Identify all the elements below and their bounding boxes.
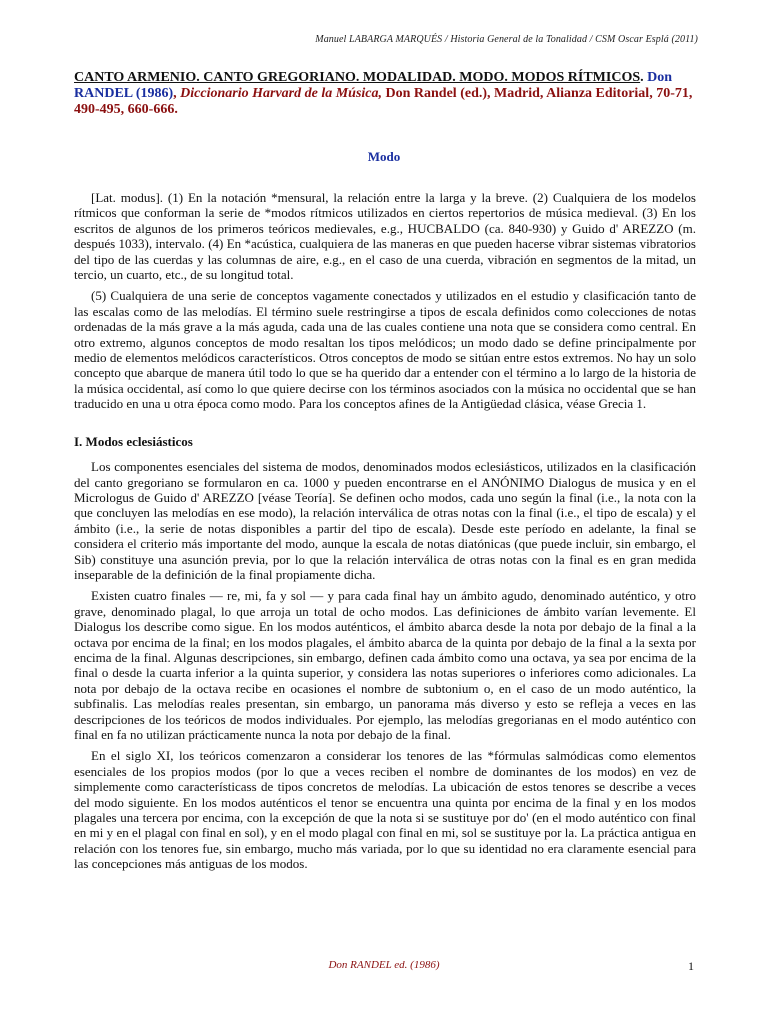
main-title-period: . (640, 70, 644, 85)
section-title: Modo (367, 149, 401, 164)
paragraph-3: Los componentes esenciales del sistema de modos, denominados modos eclesiásticos, utilizados en la clasificación del canto gregoriano se formularon en ca. 1000 y pueden encontrarse en el ANÓNIMO Dialogus de musica y en el Micrologus de Guido d' AREZZO [véase Teoría]. Se definen ocho modos, cada uno según la final (i.e., la nota con la que concluyen las melodías en ese modo), la relación interválica de otras notas con la final (i.e., el tipo de escala) y el ámbito (i.e., la serie de notas disponibles a partir del tipo de escala). Desde este período en adelante, la final se considera el criterio más importante del modo, aunque la escala de notas diatónicas (que puede incluir, sin embargo, el Sib) constituye una asunción previa, por lo que la relación interválica de otras notas con la final es en gran medida inseparable de la definición de la final propiamente dicha. (74, 459, 696, 582)
running-header: Manuel LABARGA MARQUÉS / Historia General de la Tonalidad / CSM Oscar Esplá (2011) (315, 34, 698, 45)
reference-separator: , (173, 86, 181, 101)
author-reference: Don RANDEL (1986) (74, 70, 673, 101)
subsection-title: I. Modos eclesiásticos (74, 433, 193, 449)
work-title: Diccionario Harvard de la Música, (180, 86, 383, 101)
paragraph-1: [Lat. modus]. (1) En la notación *mensural, la relación entre la larga y la breve. (2) Cualquiera de los modelos rítmicos que conforman la serie de *modos rítmicos utilizados en ciertos repertorios de música medieval. (3) En los escritos de algunos de los primeros teóricos medievales, e.g., HUCBALDO (ca. 840-930) y Guido d' AREZZO (m. después 1033), intervalo. (4) En *acústica, cualquiera de las maneras en que pueden hacerse vibrar sistemas vibratorios del tipo de las cuerdas y las columnas de aire, e.g., en el caso de una cuerda, vibración en segmentos de la mitad, un tercio, un cuarto, etc., de su longitud total. (74, 190, 696, 283)
paragraph-4: Existen cuatro finales — re, mi, fa y sol — y para cada final hay un ámbito agudo, denominado auténtico, y otro grave, denominado plagal, lo que arroja un total de ocho modos. Las definiciones de ámbito varían levemente. El Dialogus los describe como sigue. En los modos auténticos, el ámbito abarca desde la nota por debajo de la final a la octava por encima de la final; en los modos plagales, el ámbito abarca de la quinta por debajo de la final a la sexta por encima de la final. Algunas descripciones, sin embargo, definen cada ámbito como una octava, ya sea por encima de la final o desde la cuarta inferior a la quinta superior, y considera las notas superiores o inferiores como adicionales. La nota por debajo de la octava recibe en ocasiones el nombre de subtonium o, en el caso de un modo auténtico, la subfinalis. Las melodías reales presentan, sin embargo, un panorama más diverso y esto se refleja a veces en las descripciones de los teóricos de modos individuales. Por ejemplo, las melodías gregorianas en el modo auténtico con final en fa no utilizan prácticamente nunca la nota por debajo de la final. (74, 588, 696, 742)
document-body (74, 190, 696, 878)
footer-credit: Don RANDEL ed. (1986) (328, 959, 440, 971)
paragraph-5: En el siglo XI, los teóricos comenzaron a considerar los tenores de las *fórmulas salmódicas como elementos esenciales de los propios modos (por lo que a veces reciben el nombre de dominantes de los modos) en vez de simplemente como característicass de tipos concretos de melodías. La ubicación de estos tenores se describe a veces del modo siguiente. En los modos auténticos el tenor se encuentra una quinta por encima de la final y en los modos plagales una tercera por encima, con la excepción de que la nota si se sustituye por do' (en el modo auténtico con final en mi y en el plagal con final en sol), y en el modo plagal con final en mi, sol se sustituye por la. La práctica antigua en relación con los tenores fue, sin embargo, mucho más variada, por lo que su identidad no era claramente esencial para las concepciones más antiguas de los modos. (74, 748, 696, 872)
paragraph-2: (5) Cualquiera de una serie de conceptos vagamente conectados y utilizados en el estudio y clasificación tanto de las escalas como de las melodías. El término suele restringirse a tipos de escala definidos como colecciones de notas ordenadas de la más grave a la más aguda, cada una de las cuales contiene una nota que se considera como central. En otro extremo, algunos conceptos de modo resaltan los tipos melódicos; un modo dado se define principalmente por medio de elementos melódicos característicos. Otros conceptos de modo se sitúan entre estos extremos. No hay un solo concepto que abarque de manera útil todo lo que se ha querido dar a entender con el término a lo largo de la historia de la música occidental, así como lo que quiere decirse con los términos asociados con la música no occidental que se han traducido en una u otra época como modo. Para los conceptos afines de la Antigüedad clásica, véase Grecia 1. (74, 288, 696, 412)
main-title: CANTO ARMENIO. CANTO GREGORIANO. MODALIDAD. MODO. MODOS RÍTMICOS (74, 70, 641, 85)
page-number: 1 (688, 959, 694, 973)
document-title-block (74, 70, 696, 118)
publisher-info: Don Randel (ed.), Madrid, Alianza Editorial, 70-71, 490-495, 660-666. (74, 86, 693, 117)
